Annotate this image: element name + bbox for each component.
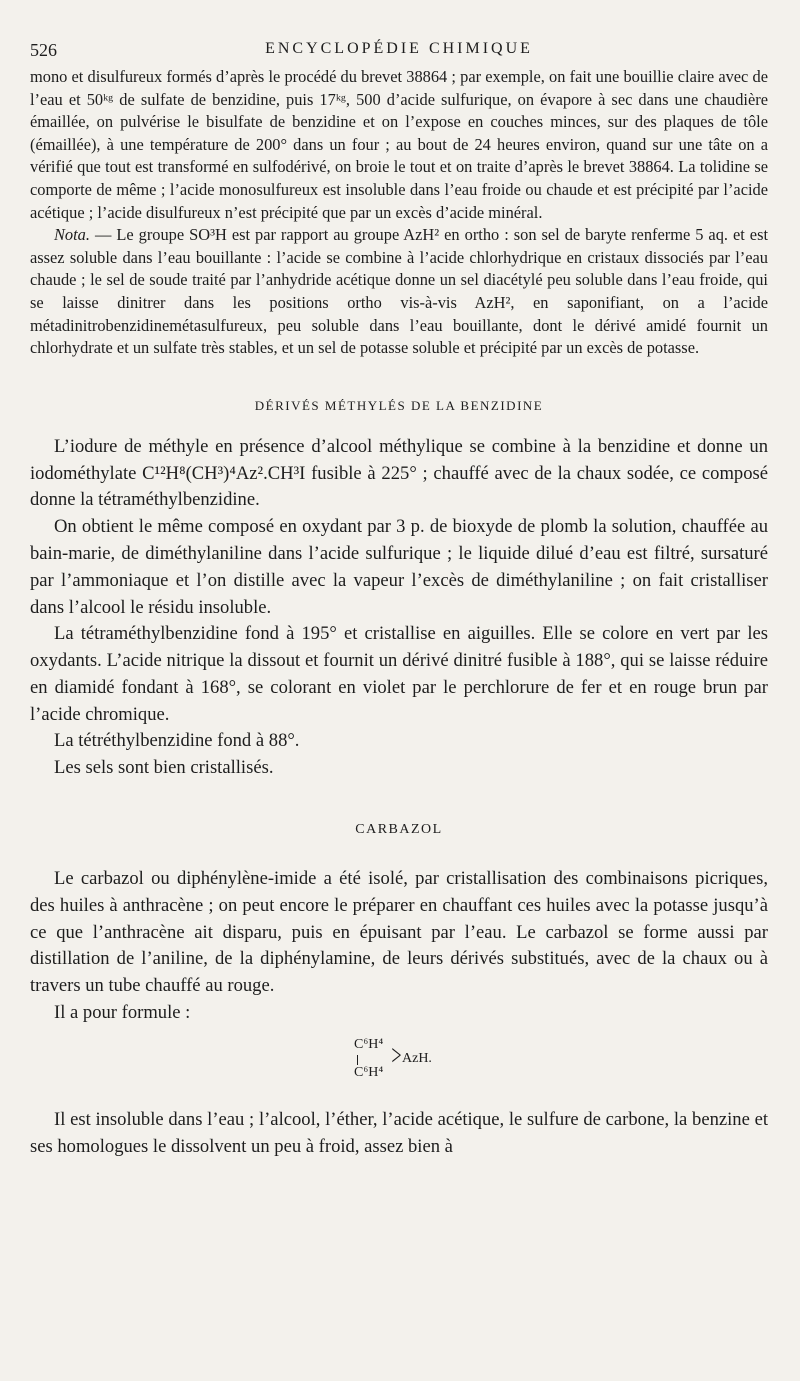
nota-text: — Le groupe SO³H est par rapport au groupe AzH² en ortho : son sel de baryte renferme 5 aq. et est assez soluble dans l’eau bouillante : l’acide se combine à l’acide chlorhydrique en cristaux dissociés par l’eau chaude ; le sel de soude traité par l’anhydride acétique donne un sel diacétylé peu soluble dans l’eau froide, qui se laisse dinitrer dans les positions ortho vis-à-vis AzH², en saponifiant, on a l’acide métadinitrobenzidinemétasulfureux, peu soluble dans l’eau bouillante, dont le dérivé amidé fournit un chlorhydrate et un sulfate très stables, et un sel de potasse soluble et précipité par un excès de potasse. [30,225,768,358]
page-header [30,40,768,66]
paragraph: La tétréthylbenzidine fond à 88°. [54,730,300,752]
section-heading-carbazol: CARBAZOL [355,822,443,838]
formula-line-1: C⁶H⁴ [354,1036,384,1052]
formula-brace: > [391,1038,402,1072]
formula-line-2: C⁶H⁴ [354,1064,384,1080]
paragraph: On obtient le même composé en oxydant par 3 p. de bioxyde de plomb la solution, chauffée au bain-marie, de diméthylaniline dans l’acide sulfurique ; le liquide dilué d’eau est filtré, sursaturé par l’ammoniaque et l’on distille avec la vapeur l’excès de diméthylaniline ; on fait cristalliser dans l’alcool le résidu insoluble. [30,516,768,618]
paragraph: L’iodure de méthyle en présence d’alcool méthylique se combine à la benzidine et donne un iodométhylate C¹²H⁸(CH³)⁴Az².CH³I fusible à 225° ; chauffé avec de la chaux sodée, ce composé donne la tétraméthylbenzidine. [30,435,768,511]
running-title: ENCYCLOPÉDIE CHIMIQUE [265,40,533,57]
section-carbazol-body [30,866,768,1160]
formula-group: AzH. [402,1050,432,1066]
paragraph: La tétraméthylbenzidine fond à 195° et cristallise en aiguilles. Elle se colore en vert par les oxydants. L’acide nitrique la dissout et fournit un dérivé dinitré fusible à 188°, qui se laisse réduire en diamidé fondant à 168°, se colorant en violet par le perchlorure de fer et en rouge brun par l’acide chromique. [30,623,768,725]
nota-label: Nota. [54,225,90,245]
top-section [30,66,768,360]
page-number: 526 [30,40,57,60]
nota-paragraph [30,224,768,360]
formula-bond [357,1055,358,1065]
document-page [30,40,768,1160]
paragraph: Les sels sont bien cristallisés. [54,757,274,779]
paragraph-last: Il est insoluble dans l’eau ; l’alcool, l’éther, l’acide acétique, le sulfure de carbone, la benzine et ses homologues le dissolvent un peu à froid, assez bien à [30,1108,768,1157]
section-methyl-body [30,434,768,782]
paragraph-continuation: mono et disulfureux formés d’après le procédé du brevet 38864 ; par exemple, on fait une bouillie claire avec de l’eau et 50ᵏᵍ de sulfate de benzidine, puis 17ᵏᵍ, 500 d’acide sulfurique, on évapore à sec dans une chaudière émaillée, on pulvérise le bisulfate de benzidine et on l’expose en couches minces, sur des plaques de tôle (émaillée), à une température de 200° dans un four ; au bout de 24 heures environ, quand sur une tâte on a vérifié que tout est transformé en sulfodérivé, on broie le tout et on traite d’après le brevet 38864. La tolidine se comporte de même ; l’acide monosulfureux est insoluble dans l’eau froide ou chaude et est précipité par l’acide acétique ; l’acide disulfureux n’est précipité que par un excès d’acide minéral. [30,67,768,222]
carbazol-formula [30,1027,768,1107]
paragraph: Il a pour formule : [54,1002,191,1024]
paragraph: Le carbazol ou diphénylène-imide a été isolé, par cristallisation des combinaisons picriques, des huiles à anthracène ; on peut encore le préparer en chauffant ces huiles avec la potasse jusqu’à ce que l’anthracène ait disparu, puis en épuisant par l’eau. Le carbazol se forme aussi par distillation de l’aniline, de la diphénylamine, de leurs dérivés substitués, avec de la chaux ou à travers un tube chauffé au rouge. [30,868,768,997]
section-heading-methyl: DÉRIVÉS MÉTHYLÉS DE LA BENZIDINE [254,397,544,413]
